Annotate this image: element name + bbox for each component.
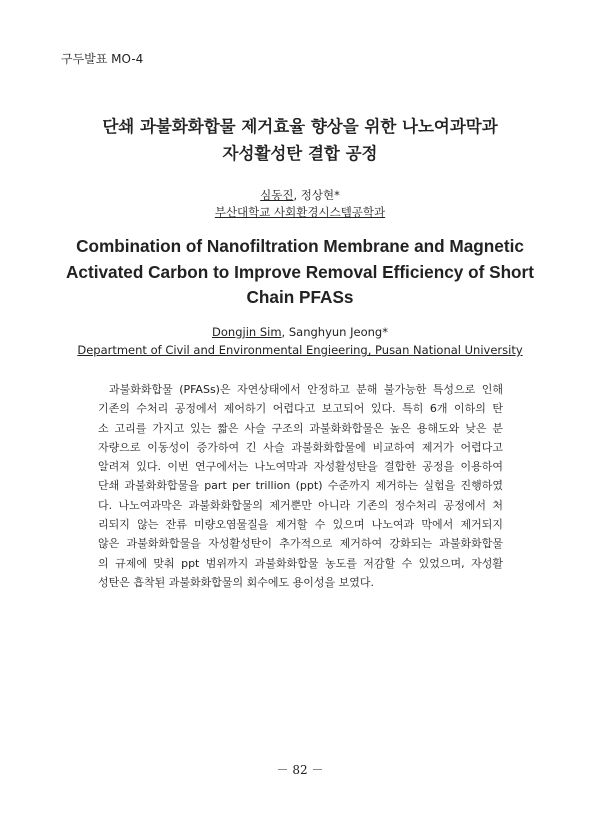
session-label: 구두발표 MO-4 xyxy=(61,52,144,66)
korean-authors xyxy=(40,187,560,203)
english-authors xyxy=(40,325,560,339)
korean-title-line-1: 단쇄 과불화화합물 제거효율 향상을 위한 나노여과막과 xyxy=(102,117,498,136)
abstract-body xyxy=(98,380,503,592)
korean-affiliation-text: 부산대학교 사회환경시스템공학과 xyxy=(214,205,386,219)
abstract-line: 않은 과불화화합물을 자성활성탄이 추가적으로 제거하여 강화되는 과불화화합물 xyxy=(98,537,503,551)
korean-affiliation xyxy=(40,204,560,220)
abstract-line: 알려져 있다. 이번 연구에서는 나노여막과 자성활성탄을 결합한 공정을 이용하여 xyxy=(98,460,503,474)
abstract-line: 의 규제에 맞춰 ppt 범위까지 과불화화합물 농도를 저감할 수 있었으며, 자성활 xyxy=(98,556,503,570)
abstract-line: 소 고리를 가지고 있는 짧은 사슬 구조의 과불화화합물은 높은 용해도와 낮은 분 xyxy=(98,421,503,435)
abstract-line: 과불화화합물 (PFASs)은 자연상태에서 안정하고 분해 불가능한 특성으로 인해 xyxy=(109,383,503,396)
korean-author-separator: , xyxy=(293,188,301,202)
page-number: － 82 － xyxy=(276,763,324,777)
english-affiliation xyxy=(40,343,560,357)
abstract-line: 다. 나노여과막은 과불화화합물의 제거뿐만 아니라 기존의 정수처리 공정에서 처 xyxy=(98,498,503,512)
korean-author-2: 정상현* xyxy=(300,188,340,202)
english-author-1: Dongjin Sim xyxy=(212,325,282,339)
abstract-line: 리되지 않는 잔류 미량오염물질을 제거할 수 있으며 나노여과 막에서 제거되지 xyxy=(98,518,503,532)
abstract-line: 기존의 수처리 공정에서 제어하기 어렵다고 보고되어 있다. 특히 6개 이하의 탄 xyxy=(98,402,503,416)
english-title-line-2: Activated Carbon to Improve Removal Efficiency of Short xyxy=(66,262,534,282)
korean-author-1: 심동진 xyxy=(260,188,294,202)
english-title-line-1: Combination of Nanofiltration Membrane and Magnetic xyxy=(76,236,524,256)
english-title-line-3: Chain PFASs xyxy=(246,287,354,307)
abstract-line: 단쇄 과불화화합물을 part per trillion (ppt) 수준까지 제거하는 실험을 진행하였 xyxy=(98,479,503,493)
abstract-line: 성탄은 흡착된 과불화화합물의 회수에도 용이성을 보였다. xyxy=(98,575,375,589)
korean-title-line-2: 자성활성탄 결합 공정 xyxy=(222,144,378,163)
english-affiliation-text: Department of Civil and Environmental Engieering, Pusan National University xyxy=(77,343,523,357)
abstract-line: 자량으로 이동성이 증가하여 긴 사슬 과불화화합물에 비교하여 제거가 어렵다고 xyxy=(98,440,503,454)
english-author-2: Sanghyun Jeong* xyxy=(288,325,388,339)
english-author-separator: , xyxy=(281,325,289,339)
